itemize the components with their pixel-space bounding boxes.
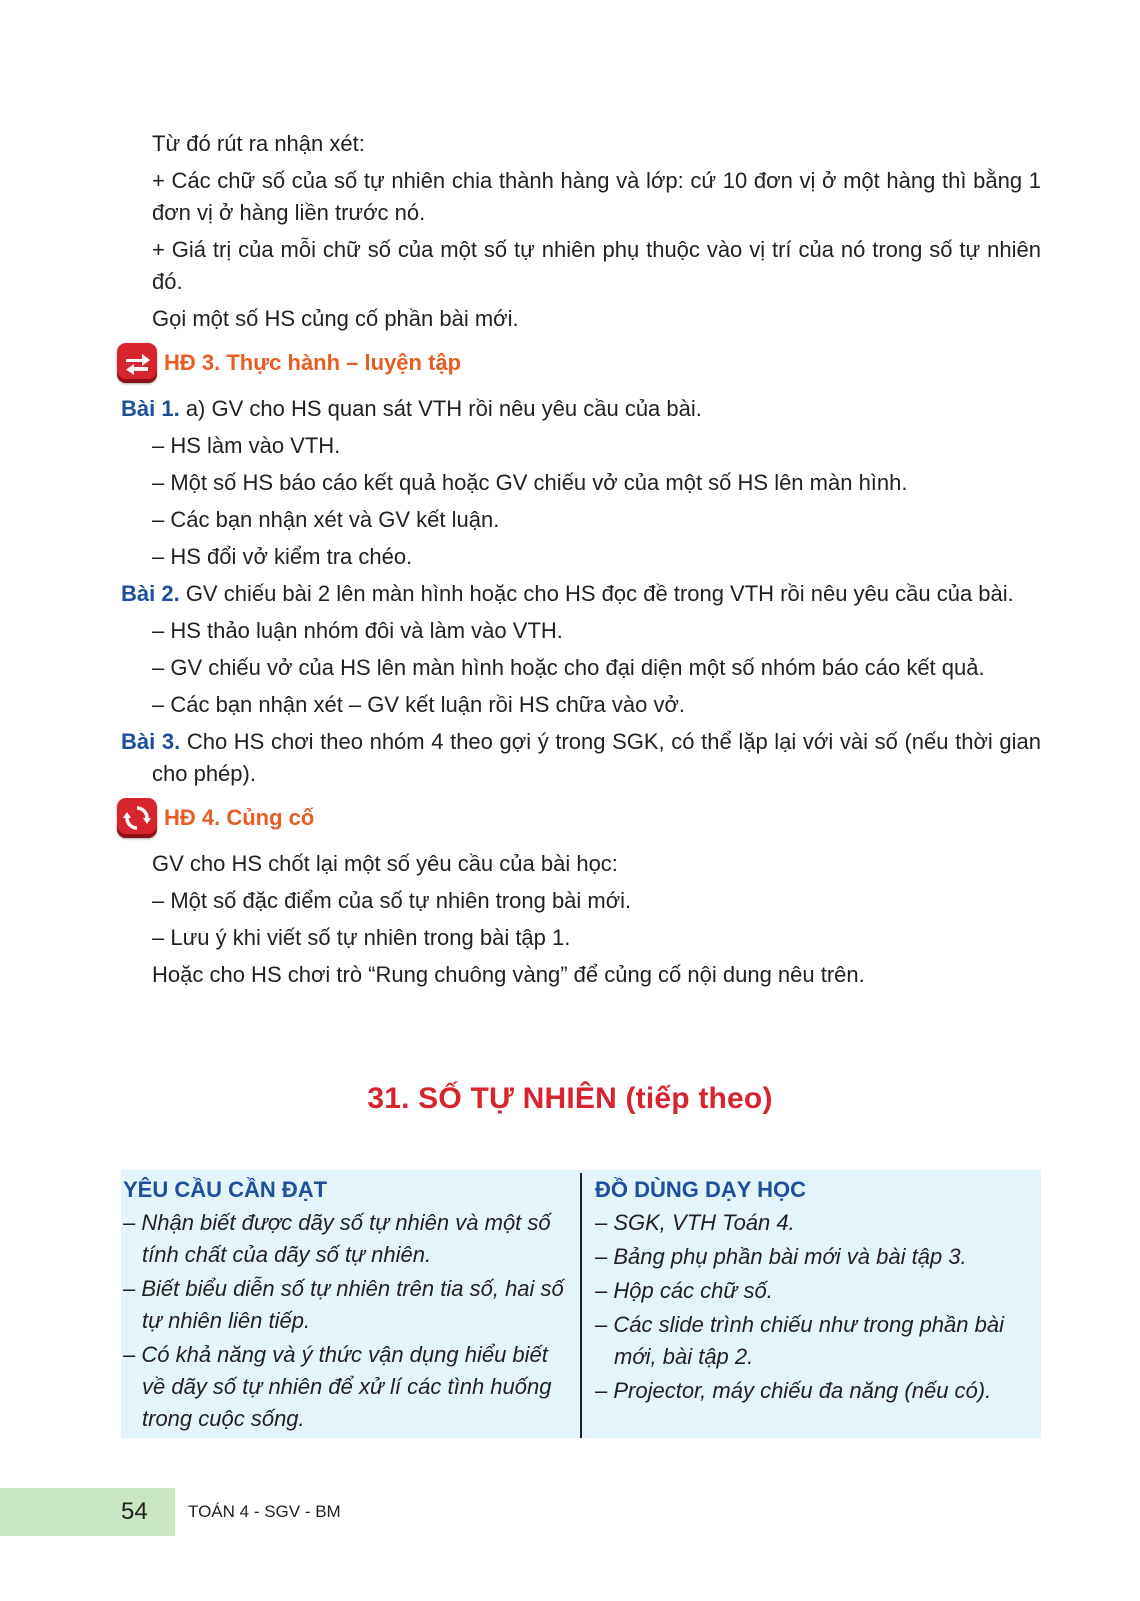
exercise-3 <box>121 726 1041 790</box>
activity-4-title: HĐ 4. Củng cố <box>164 805 315 830</box>
requirements-title: YÊU CẦU CẦN ĐẠT <box>123 1177 328 1202</box>
footer-bar <box>0 1488 175 1536</box>
materials-title: ĐỒ DÙNG DẠY HỌC <box>595 1177 807 1202</box>
consolidation-line: – Lưu ý khi viết số tự nhiên trong bài tập 1. <box>152 925 571 950</box>
exercise-2-step: – GV chiếu vở của HS lên màn hình hoặc cho đại diện một số nhóm báo cáo kết quả. <box>152 655 985 680</box>
requirements-column <box>121 1170 580 1438</box>
exercise-1-step: – Các bạn nhận xét và GV kết luận. <box>152 507 500 532</box>
exercise-2 <box>121 578 1041 610</box>
exercise-3-text: Cho HS chơi theo nhóm 4 theo gợi ý trong SGK, có thể lặp lại với vài số (nếu thời gian cho phép). <box>152 729 1041 786</box>
exercise-2-step: – Các bạn nhận xét – GV kết luận rồi HS chữa vào vở. <box>152 692 685 717</box>
book-title: TOÁN 4 - SGV - BM <box>188 1502 341 1521</box>
exercise-1 <box>121 393 1041 425</box>
intro-line: Từ đó rút ra nhận xét: <box>152 131 365 156</box>
material-item: – SGK, VTH Toán 4. <box>595 1210 795 1235</box>
material-item: – Hộp các chữ số. <box>595 1278 773 1303</box>
exercise-2-text: GV chiếu bài 2 lên màn hình hoặc cho HS đọc đề trong VTH rồi nêu yêu cầu của bài. <box>179 581 1014 606</box>
requirement-item: – Biết biểu diễn số tự nhiên trên tia số, hai số tự nhiên liên tiếp. <box>123 1276 564 1333</box>
consolidation-line: GV cho HS chốt lại một số yêu cầu của bài học: <box>152 851 618 876</box>
exercise-2-label: Bài 2. <box>121 581 180 606</box>
activity-3-heading <box>117 341 1041 385</box>
exercise-1-step: – HS làm vào VTH. <box>152 433 341 458</box>
materials-column <box>582 1170 1041 1438</box>
page-number: 54 <box>121 1498 148 1525</box>
exercise-1-text: a) GV cho HS quan sát VTH rồi nêu yêu cầu của bài. <box>179 396 702 421</box>
material-item: – Projector, máy chiếu đa năng (nếu có). <box>595 1378 992 1403</box>
exercise-1-step: – Một số HS báo cáo kết quả hoặc GV chiếu vở của một số HS lên màn hình. <box>152 470 908 495</box>
exercise-1-label: Bài 1. <box>121 396 180 421</box>
material-item: – Các slide trình chiếu như trong phần bài mới, bài tập 2. <box>595 1312 1004 1369</box>
intro-line: + Giá trị của mỗi chữ số của một số tự nhiên phụ thuộc vào vị trí của nó trong số tự nhiên đó. <box>152 237 1041 294</box>
arrows-exchange-icon <box>117 343 157 383</box>
exercise-3-label: Bài 3. <box>121 729 181 754</box>
material-item: – Bảng phụ phần bài mới và bài tập 3. <box>595 1244 967 1269</box>
lesson-title: 31. SỐ TỰ NHIÊN (tiếp theo) <box>367 1082 773 1115</box>
page-content <box>121 128 1041 996</box>
consolidation-line: – Một số đặc điểm của số tự nhiên trong bài mới. <box>152 888 632 913</box>
activity-3-title: HĐ 3. Thực hành – luyện tập <box>164 350 462 375</box>
intro-line: Gọi một số HS củng cố phần bài mới. <box>152 306 519 331</box>
lesson-overview-box <box>121 1170 1041 1438</box>
refresh-cycle-icon <box>117 798 157 838</box>
exercise-2-step: – HS thảo luận nhóm đôi và làm vào VTH. <box>152 618 563 643</box>
exercise-1-step: – HS đổi vở kiểm tra chéo. <box>152 544 413 569</box>
activity-4-heading <box>117 796 1041 840</box>
consolidation-line: Hoặc cho HS chơi trò “Rung chuông vàng” để củng cố nội dung nêu trên. <box>152 962 865 987</box>
requirement-item: – Nhận biết được dãy số tự nhiên và một số tính chất của dãy số tự nhiên. <box>123 1210 551 1267</box>
requirement-item: – Có khả năng và ý thức vận dụng hiểu biết về dãy số tự nhiên để xử lí các tình huống trong cuộc sống. <box>123 1342 552 1431</box>
intro-line: + Các chữ số của số tự nhiên chia thành hàng và lớp: cứ 10 đơn vị ở một hàng thì bằng 1 đơn vị ở hàng liền trước nó. <box>152 168 1041 225</box>
